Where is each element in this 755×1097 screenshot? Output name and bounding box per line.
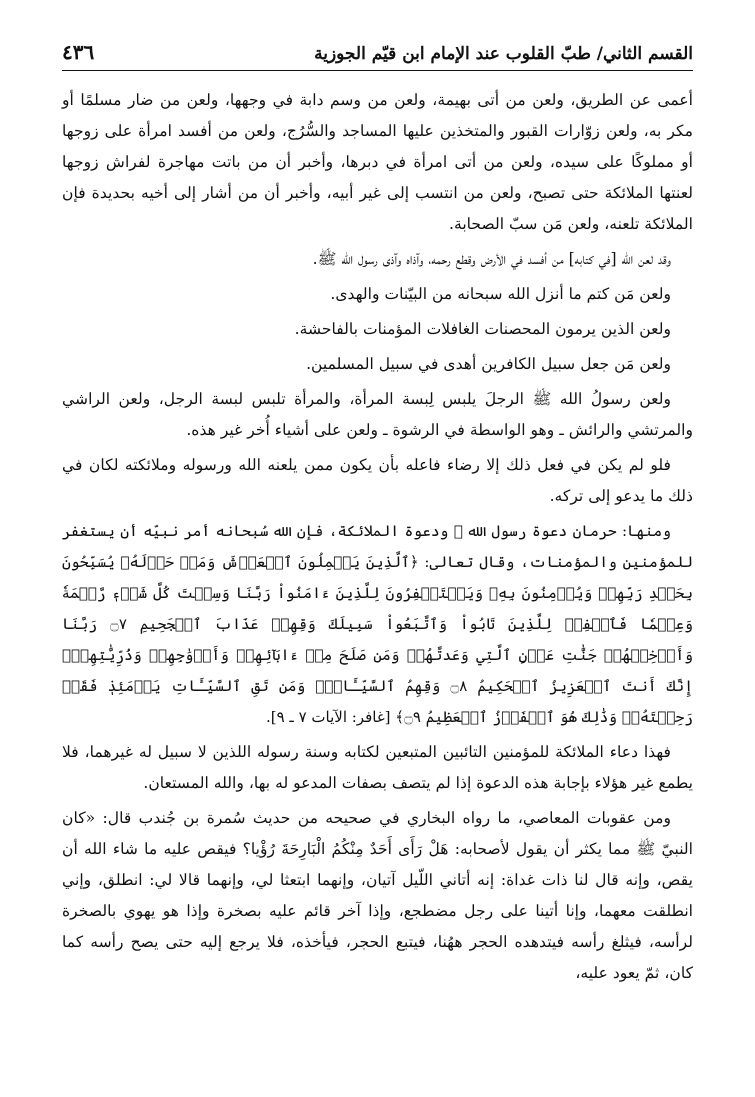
paragraph: ولعن مَن كتم ما أنزل الله سبحانه من البيّنات والهدى. xyxy=(330,285,671,303)
paragraph: فهذا دعاء الملائكة للمؤمنين التائبين المتبعين لكتابه وسنة رسوله اللذين لا سبيل له غيرهما، فلا يطمع غير هؤلاء بإجابة هذه الدعوة إذا لم يتصف بصفات المدعو له بها، والله المستعان. xyxy=(62,743,693,792)
paragraph: فلو لم يكن في فعل ذلك إلا رضاء فاعله بأن يكون ممن يلعنه الله ورسوله وملائكته لكان في ذلك ما يدعو إلى تركه. xyxy=(62,456,693,505)
paragraph: أعمى عن الطريق، ولعن من أتى بهيمة، ولعن من وسم دابة في وجهها، ولعن من ضار مسلمًا أو مكر به، ولعن زوّارات القبور والمتخذين عليها المساجد والسُّرُج، ولعن من أفسد امرأة على زوجها أو مملوكًا على سيده، ولعن من أتى امرأة في دبرها، وأخبر أن من باتت مهاجرة لفراش زوجها لعنتها الملائكة حتى تصبح، ولعن من انتسب إلى غير أبيه، وأخبر أن من أشار إلى أخيه بحديدة فإن الملائكة تلعنه، ولعن مَن سبّ الصحابة. xyxy=(62,91,693,233)
paragraph-quran-quote: ومنها: حرمان دعوة رسول الله ﷺ ودعوة الملائكة، فإن الله سُبحانه أمر نبيّه أن يستغفر للمؤمنين والمؤمنات، وقال تعالى: ﴿ٱلَّذِينَ يَحۡمِلُونَ ٱلۡعَرۡشَ وَمَنۡ حَوۡلَهُۥ يُسَبِّحُونَ بِحَمۡدِ رَبِّهِمۡ وَيُؤۡمِنُونَ بِهِۦ وَيَسۡتَغۡفِرُونَ لِلَّذِينَ ءَامَنُواْ رَبَّنَا وَسِعۡتَ كُلَّ شَيۡءٖ رَّحۡمَةٗ وَعِلۡمٗا فَٱغۡفِرۡ لِلَّذِينَ تَابُواْ وَٱتَّبَعُواْ سَبِيلَكَ وَقِهِمۡ عَذَابَ ٱلۡجَحِيمِ ۝٧ رَبَّنَا وَأَدۡخِلۡهُمۡ جَنَّٰتِ عَدۡنٍ ٱلَّتِي وَعَدتَّهُمۡ وَمَن صَلَحَ مِنۡ ءَابَآئِهِمۡ وَأَزۡوَٰجِهِمۡ وَذُرِّيَّٰتِهِمۡۚ إِنَّكَ أَنتَ ٱلۡعَزِيزُ ٱلۡحَكِيمُ ۝٨ وَقِهِمُ ٱلسَّيِّـَٔاتِۚ وَمَن تَقِ ٱلسَّيِّـَٔاتِ يَوۡمَئِذٖ فَقَدۡ رَحِمۡتَهُۥۚ وَذَٰلِكَ هُوَ ٱلۡفَوۡزُ ٱلۡعَظِيمُ ۝٩﴾ [غافر: الآيات ٧ ـ ٩]. xyxy=(62,522,693,726)
paragraph: وقد لعن الله [في كتابه] من أفسد في الأرض وقطع رحمه، وآذاه وآذى رسول الله ﷺ. xyxy=(312,250,671,268)
page-number: ٤٣٦ xyxy=(62,40,95,64)
paragraph: ولعن مَن جعل سبيل الكافرين أهدى في سبيل المسلمين. xyxy=(306,355,671,373)
page-body xyxy=(62,85,693,989)
paragraph: ولعن رسولُ الله ﷺ الرجلَ يلبس لِبسة المرأة، والمرأة تلبس لبسة الرجل، ولعن الراشي والمرتشي والرائش ـ وهو الواسطة في الرشوة ـ ولعن على أشياء أُخر غير هذه. xyxy=(62,390,693,439)
paragraph: ولعن الذين يرمون المحصنات الغافلات المؤمنات بالفاحشة. xyxy=(294,320,671,338)
page-header xyxy=(62,40,693,71)
paragraph: ومن عقوبات المعاصي، ما رواه البخاري في صحيحه من حديث سُمرة بن جُندب قال: «كان النبيّ ﷺ مما يكثر أن يقول لأصحابه: هَلْ رَأَى أَحَدٌ مِنْكُمُ الْبَارِحَةَ رُؤْيا؟ فيقص عليه ما شاء الله أن يقص، وإنه قال لنا ذات غداة: إنه أتاني اللّيل آتيان، وإنهما ابتعثا لي، وإنهما قالا لي: انطلق، وإني انطلقت معهما، وإنا أتينا على رجل مضطجع، وإذا آخر قائم عليه بصخرة وإذا هو يهوي بالصخرة لرأسه، فيثلغ رأسه فيتدهده الحجر ههُنا، فيتبع الحجر، فيأخذه، فلا يرجع إليه حتى يصح رأسه كما كان، ثمّ يعود عليه، xyxy=(62,809,693,982)
running-title: القسم الثاني/ طبّ القلوب عند الإمام ابن قيّم الجوزية xyxy=(314,44,693,64)
